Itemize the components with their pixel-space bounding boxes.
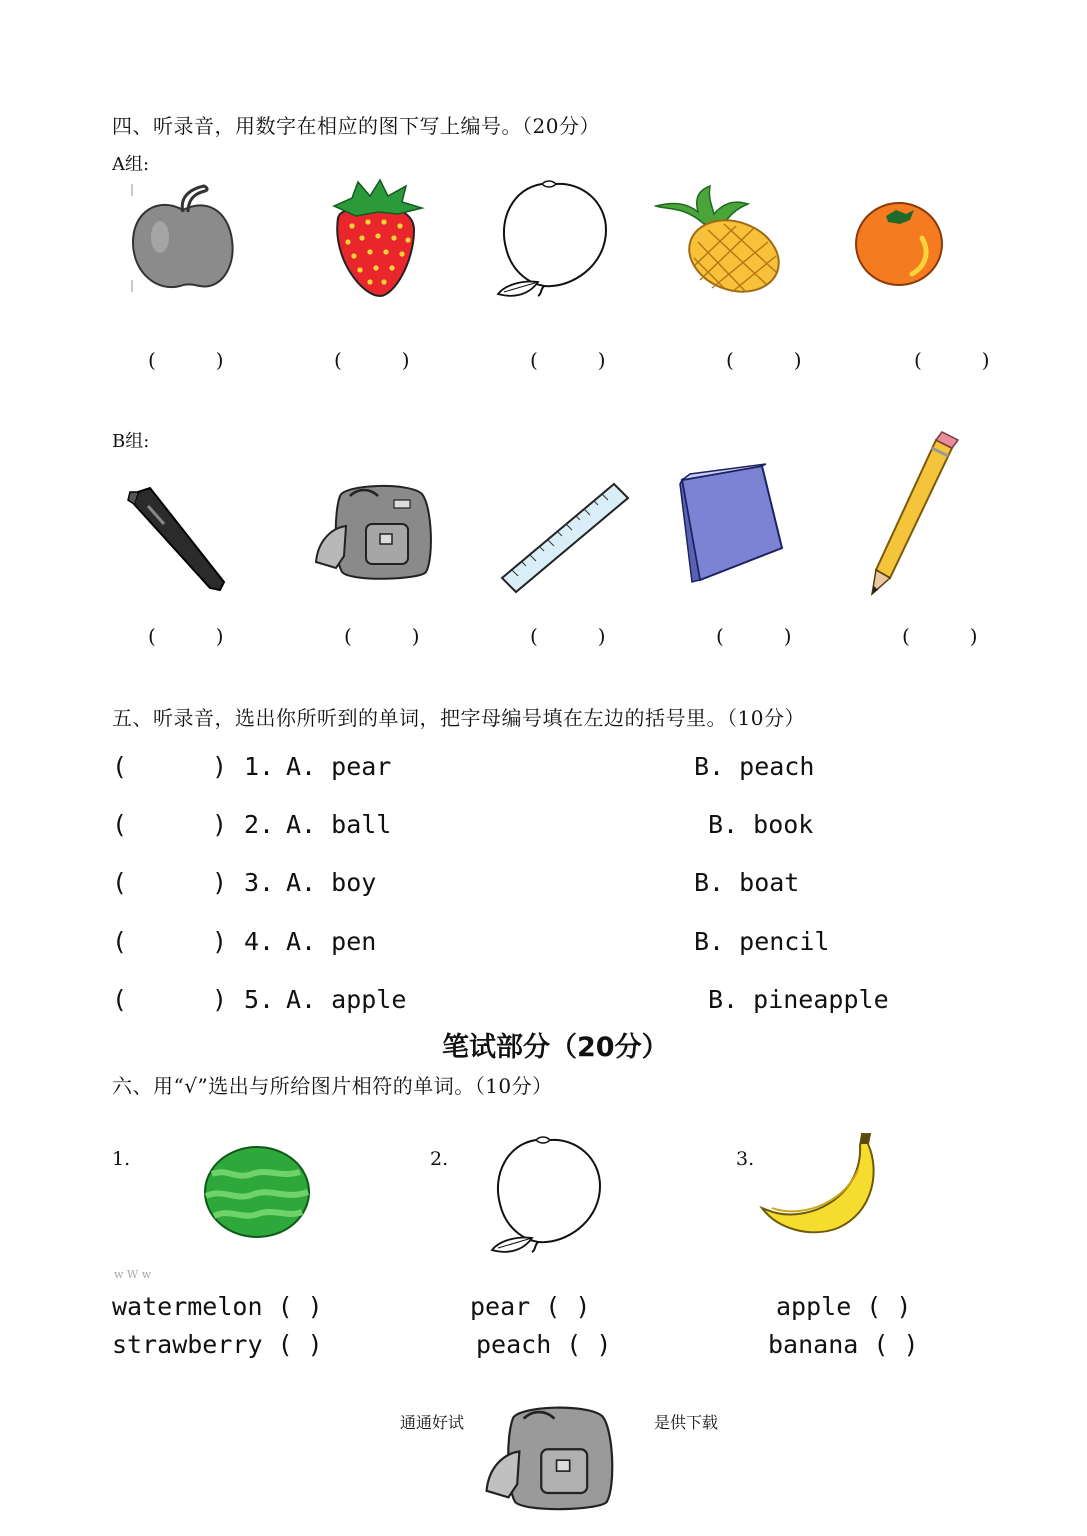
option-a-5: A. apple	[286, 985, 407, 1014]
option-a-2: A. ball	[286, 810, 392, 839]
pineapple-icon	[654, 184, 782, 296]
group-b-blank-2[interactable]: ( )	[344, 624, 420, 648]
option-b-2: B. book	[708, 810, 814, 839]
question-number-1: 1.	[244, 752, 275, 781]
picture-number-1: 1.	[112, 1148, 131, 1170]
question-number-4: 4.	[244, 927, 275, 956]
written-section-title: 笔试部分（20分）	[442, 1032, 669, 1063]
peach-icon	[494, 178, 614, 302]
strawberry-icon	[328, 178, 426, 300]
peach-icon	[488, 1134, 608, 1258]
orange-icon	[852, 198, 946, 288]
question-number-5: 5.	[244, 985, 275, 1014]
option-a-1: A. pear	[286, 752, 392, 781]
group-b-blank-1[interactable]: ( )	[148, 624, 224, 648]
group-a-blank-4[interactable]: ( )	[726, 348, 802, 372]
group-a-blank-5[interactable]: ( )	[914, 348, 990, 372]
option-b-1: B. peach	[694, 752, 815, 781]
choice-watermelon[interactable]: watermelon ( )	[112, 1292, 323, 1321]
choice-pear[interactable]: pear ( )	[470, 1292, 591, 1321]
answer-blank-open-3[interactable]: (	[112, 868, 128, 897]
choice-peach[interactable]: peach ( )	[476, 1330, 612, 1359]
answer-blank-close-5[interactable]: )	[212, 985, 228, 1014]
choice-strawberry[interactable]: strawberry ( )	[112, 1330, 323, 1359]
section4-heading: 四、听录音，用数字在相应的图下写上编号。（20分）	[112, 114, 600, 138]
answer-blank-close-3[interactable]: )	[212, 868, 228, 897]
answer-blank-close-2[interactable]: )	[212, 810, 228, 839]
option-a-3: A. boy	[286, 868, 377, 897]
option-b-3: B. boat	[694, 868, 800, 897]
answer-blank-open-2[interactable]: (	[112, 810, 128, 839]
watermelon-icon	[202, 1144, 312, 1240]
footer-text-left: 通通好试	[400, 1413, 465, 1432]
group-a-blank-2[interactable]: ( )	[334, 348, 410, 372]
group-a-blank-1[interactable]: ( )	[148, 348, 224, 372]
faint-mark: w W w	[114, 1268, 152, 1281]
section6-heading: 六、用“√”选出与所给图片相符的单词。（10分）	[112, 1074, 553, 1098]
option-b-4: B. pencil	[694, 927, 830, 956]
schoolbag-icon	[480, 1400, 620, 1516]
option-a-4: A. pen	[286, 927, 377, 956]
answer-blank-open-5[interactable]: (	[112, 985, 128, 1014]
answer-blank-open-1[interactable]: (	[112, 752, 128, 781]
book-icon	[678, 462, 786, 586]
schoolbag-icon	[310, 482, 438, 582]
picture-number-3: 3.	[736, 1148, 755, 1170]
answer-blank-close-4[interactable]: )	[212, 927, 228, 956]
group-a-blank-3[interactable]: ( )	[530, 348, 606, 372]
pen-icon	[124, 486, 228, 596]
option-b-5: B. pineapple	[708, 985, 889, 1014]
apple-icon	[128, 182, 238, 294]
section5-heading: 五、听录音，选出你所听到的单词，把字母编号填在左边的括号里。（10分）	[112, 706, 805, 730]
pencil-icon	[866, 430, 962, 596]
answer-blank-close-1[interactable]: )	[212, 752, 228, 781]
ruler-icon	[496, 480, 632, 596]
footer-text-right: 是供下载	[654, 1413, 719, 1432]
picture-number-2: 2.	[430, 1148, 449, 1170]
question-number-2: 2.	[244, 810, 275, 839]
group-b-blank-3[interactable]: ( )	[530, 624, 606, 648]
question-number-3: 3.	[244, 868, 275, 897]
group-a-label: A组:	[112, 154, 150, 175]
banana-icon	[758, 1130, 882, 1240]
choice-apple[interactable]: apple ( )	[776, 1292, 912, 1321]
group-b-blank-5[interactable]: ( )	[902, 624, 978, 648]
choice-banana[interactable]: banana ( )	[768, 1330, 919, 1359]
group-b-label: B组:	[112, 431, 150, 452]
group-b-blank-4[interactable]: ( )	[716, 624, 792, 648]
answer-blank-open-4[interactable]: (	[112, 927, 128, 956]
